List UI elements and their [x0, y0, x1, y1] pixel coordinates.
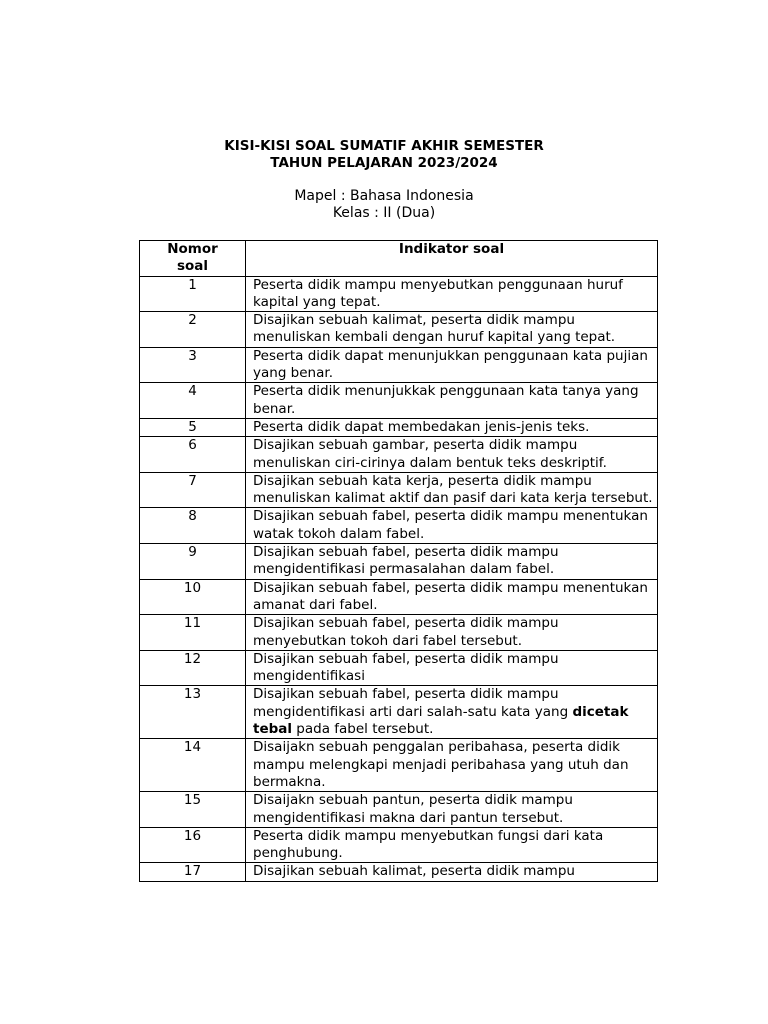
indicator-text-bold: dicetak tebal: [253, 703, 629, 738]
question-indicator: Peserta didik mampu menyebutkan penggunaan huruf kapital yang tepat.: [246, 276, 658, 312]
question-indicator: Disajikan sebuah kalimat, peserta didik mampu menuliskan kembali dengan huruf kapital yang tepat.: [246, 312, 658, 348]
table-row: [140, 827, 658, 863]
question-number: 12: [140, 650, 246, 686]
table-row: [140, 418, 658, 436]
question-indicator: Disajikan sebuah kalimat, peserta didik mampu: [246, 863, 658, 881]
question-number: 17: [140, 863, 246, 881]
subject-label: Mapel : Bahasa Indonesia: [294, 188, 474, 204]
table-row: [140, 650, 658, 686]
question-indicator: Disajikan sebuah fabel, peserta didik mampu mengidentifikasi: [246, 650, 658, 686]
table-header-row: [140, 241, 658, 277]
question-indicator: Disaijakn sebuah penggalan peribahasa, peserta didik mampu melengkapi menjadi peribahasa yang utuh dan bermakna.: [246, 739, 658, 792]
question-number: 16: [140, 827, 246, 863]
question-indicator: Disajikan sebuah fabel, peserta didik mampu mengidentifikasi permasalahan dalam fabel.: [246, 544, 658, 580]
question-indicator: Disajikan sebuah fabel, peserta didik mampu menyebutkan tokoh dari fabel tersebut.: [246, 615, 658, 651]
table-row: [140, 383, 658, 419]
question-indicator: Peserta didik dapat membedakan jenis-jenis teks.: [246, 418, 658, 436]
question-number: 7: [140, 472, 246, 508]
question-number: 13: [140, 686, 246, 739]
question-indicator: Disajikan sebuah fabel, peserta didik mampu menentukan watak tokoh dalam fabel.: [246, 508, 658, 544]
table-body: [140, 276, 658, 881]
question-indicator: Peserta didik mampu menyebutkan fungsi dari kata penghubung.: [246, 827, 658, 863]
question-number: 9: [140, 544, 246, 580]
table-row: [140, 472, 658, 508]
table-row: [140, 863, 658, 881]
column-header-number-line1: Nomor: [167, 241, 218, 257]
document-subtitle: TAHUN PELAJARAN 2023/2024: [270, 155, 498, 171]
table-row: [140, 739, 658, 792]
question-indicator: Disajikan sebuah kata kerja, peserta didik mampu menuliskan kalimat aktif dan pasif dari kata kerja tersebut.: [246, 472, 658, 508]
column-header-number-line2: soal: [176, 258, 209, 275]
table-row: [140, 544, 658, 580]
class-label: Kelas : II (Dua): [332, 205, 436, 221]
question-number: 4: [140, 383, 246, 419]
table-row: [140, 276, 658, 312]
question-indicator: Disaijakn sebuah pantun, peserta didik mampu mengidentifikasi makna dari pantun tersebut.: [246, 792, 658, 828]
question-number: 8: [140, 508, 246, 544]
column-header-indicator-label: Indikator soal: [398, 241, 505, 257]
question-number: 11: [140, 615, 246, 651]
table-row: [140, 579, 658, 615]
table-row: [140, 347, 658, 383]
question-indicator: [246, 686, 658, 739]
question-number: 10: [140, 579, 246, 615]
table-row: [140, 792, 658, 828]
question-number: 6: [140, 437, 246, 473]
column-header-indicator: [246, 241, 658, 277]
question-indicator: Peserta didik dapat menunjukkan penggunaan kata pujian yang benar.: [246, 347, 658, 383]
indicator-text-after: pada fabel tersebut.: [292, 721, 434, 738]
question-number: 2: [140, 312, 246, 348]
question-number: 3: [140, 347, 246, 383]
indicator-table: [139, 240, 658, 882]
question-number: 1: [140, 276, 246, 312]
indicator-text-before: Disajikan sebuah fabel, peserta didik mampu mengidentifikasi arti dari salah-satu kata yang: [253, 686, 573, 720]
question-number: 5: [140, 418, 246, 436]
question-indicator: Disajikan sebuah fabel, peserta didik mampu menentukan amanat dari fabel.: [246, 579, 658, 615]
table-row: [140, 686, 658, 739]
table-row: [140, 508, 658, 544]
column-header-number: [140, 241, 246, 277]
table-row: [140, 437, 658, 473]
question-indicator: Peserta didik menunjukkak penggunaan kata tanya yang benar.: [246, 383, 658, 419]
question-indicator: Disajikan sebuah gambar, peserta didik mampu menuliskan ciri-cirinya dalam bentuk teks deskriptif.: [246, 437, 658, 473]
document-title: KISI-KISI SOAL SUMATIF AKHIR SEMESTER: [224, 138, 544, 154]
question-number: 14: [140, 739, 246, 792]
table-row: [140, 615, 658, 651]
table-row: [140, 312, 658, 348]
question-number: 15: [140, 792, 246, 828]
